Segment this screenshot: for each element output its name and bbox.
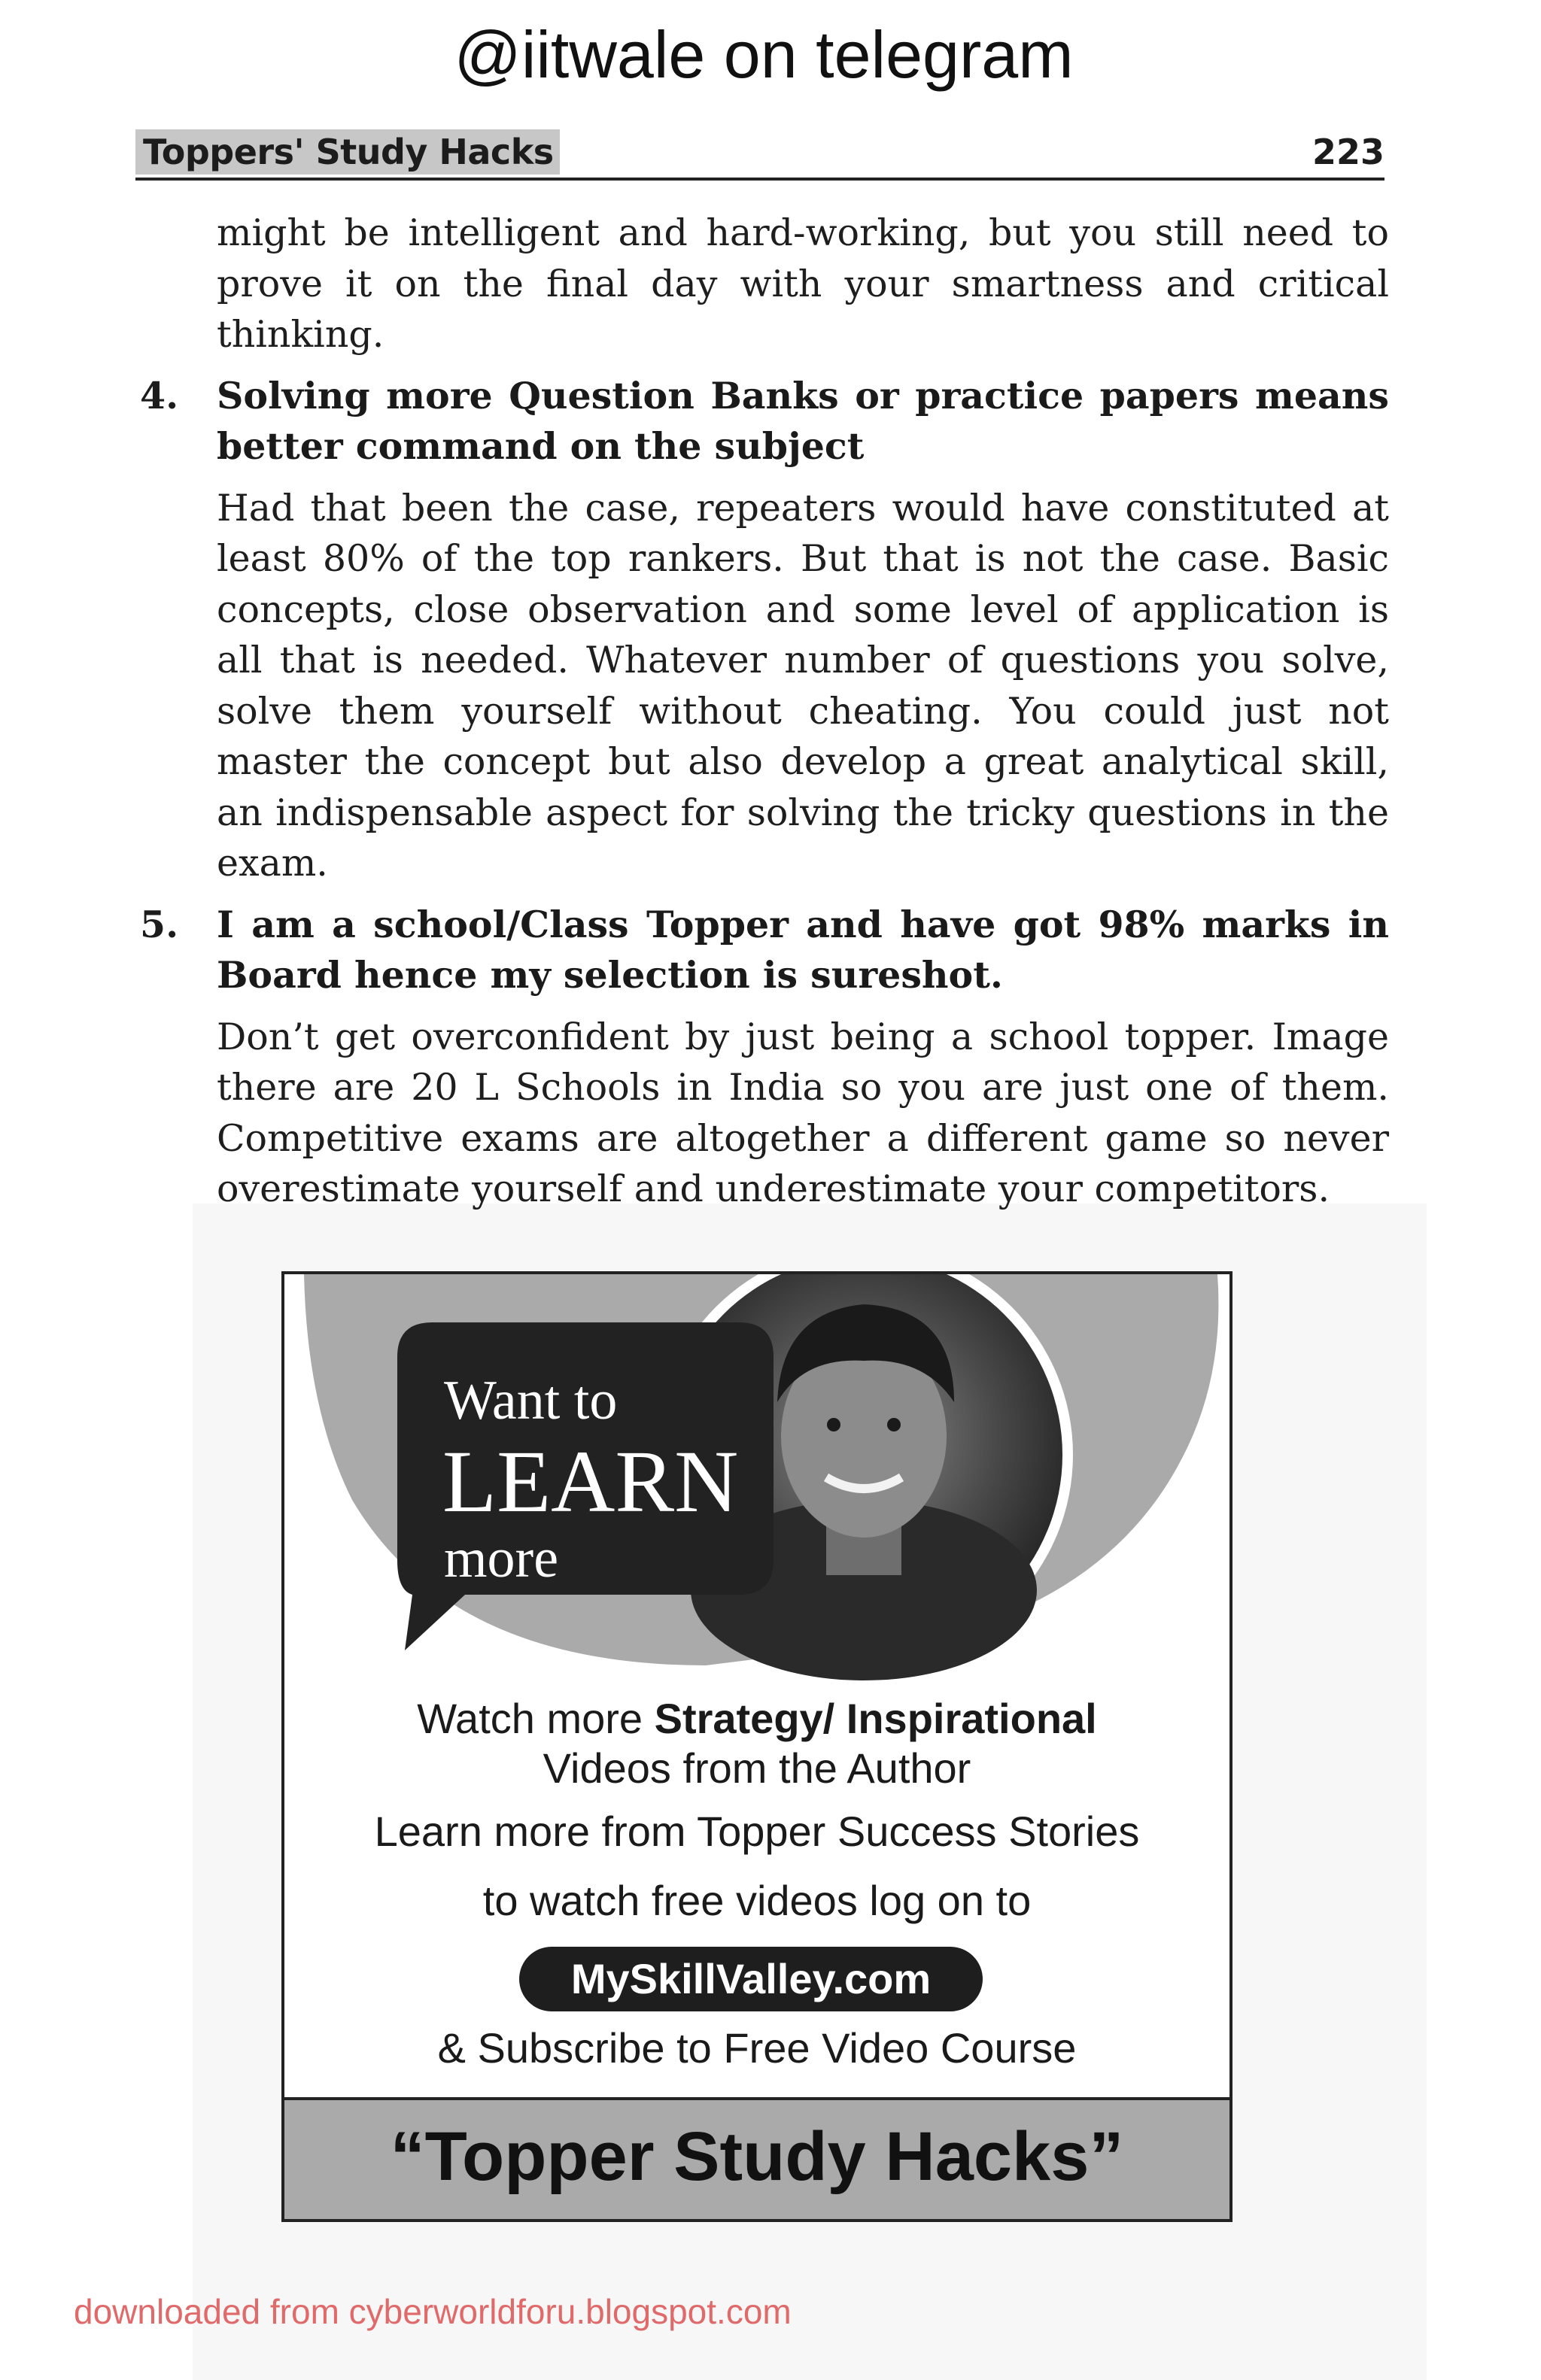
item-body: Don’t get overconfident by just being a school topper. Image there are 20 L Schools in India so you are just one of them. Competitive exams are altogether a different game so never overestimate yourself and underestimate your competitors.	[217, 1015, 1389, 1210]
bubble-line-want-to: Want to	[444, 1370, 618, 1431]
item-number: 5.	[140, 902, 179, 946]
website-link[interactable]: MySkillValley.com	[519, 1947, 983, 2011]
item-number: 4.	[140, 373, 179, 417]
list-item	[135, 371, 1389, 889]
bubble-line-more: more	[444, 1528, 559, 1589]
advert-box	[281, 1271, 1232, 2222]
advert-line-subscribe: & Subscribe to Free Video Course	[437, 2024, 1077, 2072]
advert-footer-title: “Topper Study Hacks”	[284, 2097, 1229, 2222]
telegram-handle: @iitwale on telegram	[454, 17, 1074, 92]
advert-line-watch	[284, 1694, 1229, 1744]
item-body: Had that been the case, repeaters would have constituted at least 80% of the top rankers. But that is not the case. Basic concepts, close observation and some level of application is all that is needed. Whatever number of questions you solve, solve them yourself without cheating. You could just not master the concept but also develop a great analytical skill, an indispensable aspect for solving the tricky questions in the exam.	[217, 486, 1389, 885]
advert-line-learn-more: Learn more from Topper Success Stories	[374, 1808, 1140, 1855]
page-number: 223	[1312, 132, 1384, 172]
list-item	[135, 900, 1389, 1215]
page-body	[135, 208, 1389, 1215]
advert-line-videos: Videos from the Author	[543, 1744, 971, 1792]
advert-line-log-on: to watch free videos log on to	[482, 1877, 1032, 1924]
bubble-line-learn: LEARN	[442, 1432, 739, 1531]
item-heading: Solving more Question Banks or practice papers means better command on the subject	[217, 373, 1389, 468]
running-header	[135, 126, 1384, 181]
book-title: Toppers' Study Hacks	[135, 129, 560, 175]
download-watermark: downloaded from cyberworldforu.blogspot.com	[74, 2292, 792, 2331]
advert-line-watch-bold: Strategy/ Inspirational	[654, 1695, 1097, 1742]
advert-line-watch-prefix: Watch more	[417, 1695, 655, 1742]
item-heading: I am a school/Class Topper and have got 98% marks in Board hence my selection is sureshot.	[217, 902, 1389, 997]
continuation-paragraph: might be intelligent and hard-working, but you still need to prove it on the final day with your smartness and critical thinking.	[217, 211, 1389, 356]
